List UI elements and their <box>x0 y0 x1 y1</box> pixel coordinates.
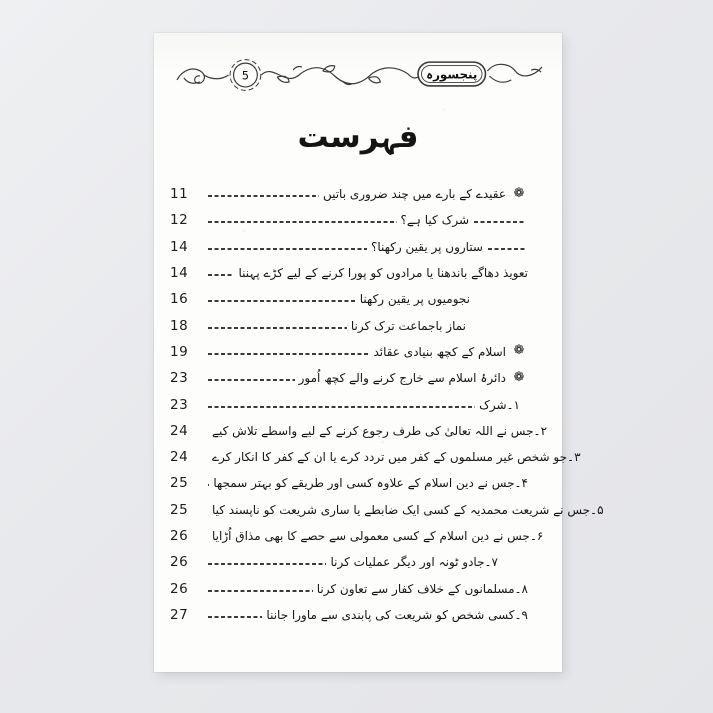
dash-leader <box>208 300 356 302</box>
toc-entry <box>170 260 528 286</box>
entry-page-number: 24 <box>170 422 189 439</box>
entry-page-number: 25 <box>170 475 189 492</box>
entry-page-number: 18 <box>170 317 189 334</box>
dash-leader <box>208 353 369 355</box>
entry-page-number: 26 <box>170 580 189 597</box>
toc-entry <box>170 339 528 365</box>
dash-leader <box>208 406 475 408</box>
entry-title: ستاروں پر یقین رکھنا؟ <box>371 239 483 254</box>
book-title-capsule <box>418 62 485 86</box>
entry-title: ۱۔شرک <box>479 397 520 412</box>
entry-page-number: 27 <box>170 606 189 623</box>
toc-entry <box>170 523 544 549</box>
flower-bullet-icon: ❁ <box>513 185 525 201</box>
entry-page-number: 12 <box>170 212 189 229</box>
floral-vine-icon <box>177 69 229 83</box>
entry-page-number: 14 <box>170 265 189 282</box>
floral-vine-icon <box>261 66 418 85</box>
entry-title: ۵۔جس نے شریعت محمدیہ کے کسی ایک ضابطے یا ساری شریعت کو ناپسند کیا <box>212 502 604 517</box>
toc-entry <box>170 391 528 417</box>
entry-page-number: 24 <box>170 449 189 466</box>
toc-entry <box>170 234 528 260</box>
toc-entry <box>170 575 528 601</box>
entry-title: شرک کیا ہے؟ <box>400 213 469 228</box>
entry-title: نجومیوں پر یقین رکھنا <box>359 292 470 307</box>
flower-bullet-icon: ❁ <box>513 343 525 359</box>
toc-entry <box>170 207 528 233</box>
toc-entry <box>170 365 528 391</box>
dash-leader <box>208 274 234 276</box>
entry-page-number: 25 <box>170 501 189 518</box>
entry-title: ۹۔کسی شخص کو شریعت کی پابندی سے ماورا جاننا <box>266 607 528 622</box>
entry-title: دائرۂ اسلام سے خارج کرنے والے کچھ اُمور <box>298 371 506 386</box>
dash-leader <box>488 248 526 250</box>
dash-leader <box>208 195 319 197</box>
entry-title: ۸۔مسلمانوں کے خلاف کفار سے تعاون کرنا <box>316 581 528 596</box>
entry-title: ۴۔جس نے دین اسلام کے علاوہ کسی اور طریقے کو بہتر سمجھا <box>213 476 528 491</box>
page-number: 5 <box>241 68 250 83</box>
entry-title: ۲۔جس نے اللہ تعالیٰ کی طرف رجوع کرنے کے لیے واسطے تلاش کیے <box>212 423 548 438</box>
dash-leader <box>474 221 526 223</box>
table-of-contents <box>170 181 604 628</box>
entry-page-number: 26 <box>170 554 189 571</box>
flower-bullet-icon: ❁ <box>513 369 525 385</box>
entry-title: عقیدے کے بارے میں چند ضروری باتیں <box>322 187 506 202</box>
dash-leader <box>208 327 347 329</box>
entry-title: اسلام کے کچھ بنیادی عقائد <box>373 344 506 359</box>
entry-title: ۳۔جو شخص غیر مسلموں کے کفر میں تردد کرے یا ان کے کفر کا انکار کرے <box>212 450 581 465</box>
entry-page-number: 14 <box>170 238 189 255</box>
entry-title: ۶۔جس نے دین اسلام کے کسی معمولی سے حصے کا بھی مذاق اُڑایا <box>212 529 544 543</box>
scanned-book-page <box>154 33 604 672</box>
toc-entry <box>170 181 528 207</box>
dash-leader <box>208 484 209 486</box>
toc-entry <box>170 286 528 312</box>
entry-page-number: 23 <box>170 396 189 413</box>
dash-leader <box>208 248 367 250</box>
entry-title: تعویذ دھاگے باندھنا یا مرادوں کو پورا کرنے کے لیے کڑے پہننا <box>238 266 528 281</box>
entry-page-number: 11 <box>170 186 189 203</box>
toc-entry <box>170 312 528 338</box>
entry-page-number: 19 <box>170 343 189 360</box>
toc-entry <box>170 549 528 575</box>
entry-page-number: 16 <box>170 291 189 308</box>
floral-vine-icon <box>487 64 542 82</box>
entry-title: نماز باجماعت ترک کرنا <box>350 318 466 333</box>
dash-leader <box>208 221 397 223</box>
toc-entry <box>170 602 528 628</box>
dash-leader <box>208 379 295 381</box>
toc-entry <box>170 497 604 523</box>
page-title: فہرست <box>297 119 419 155</box>
header-ornament <box>174 55 546 97</box>
dash-leader <box>208 563 326 565</box>
page-number-medallion <box>230 60 261 91</box>
entry-title: ۷۔جادو ٹونہ اور دیگر عملیات کرنا <box>330 555 498 570</box>
book-title: پنجسورہ <box>426 67 478 82</box>
entry-page-number: 26 <box>170 528 189 544</box>
toc-entry <box>170 470 528 496</box>
toc-entry <box>170 418 548 444</box>
dash-leader <box>208 616 262 618</box>
toc-entry <box>170 444 581 470</box>
entry-page-number: 23 <box>170 370 189 387</box>
dash-leader <box>208 590 313 592</box>
